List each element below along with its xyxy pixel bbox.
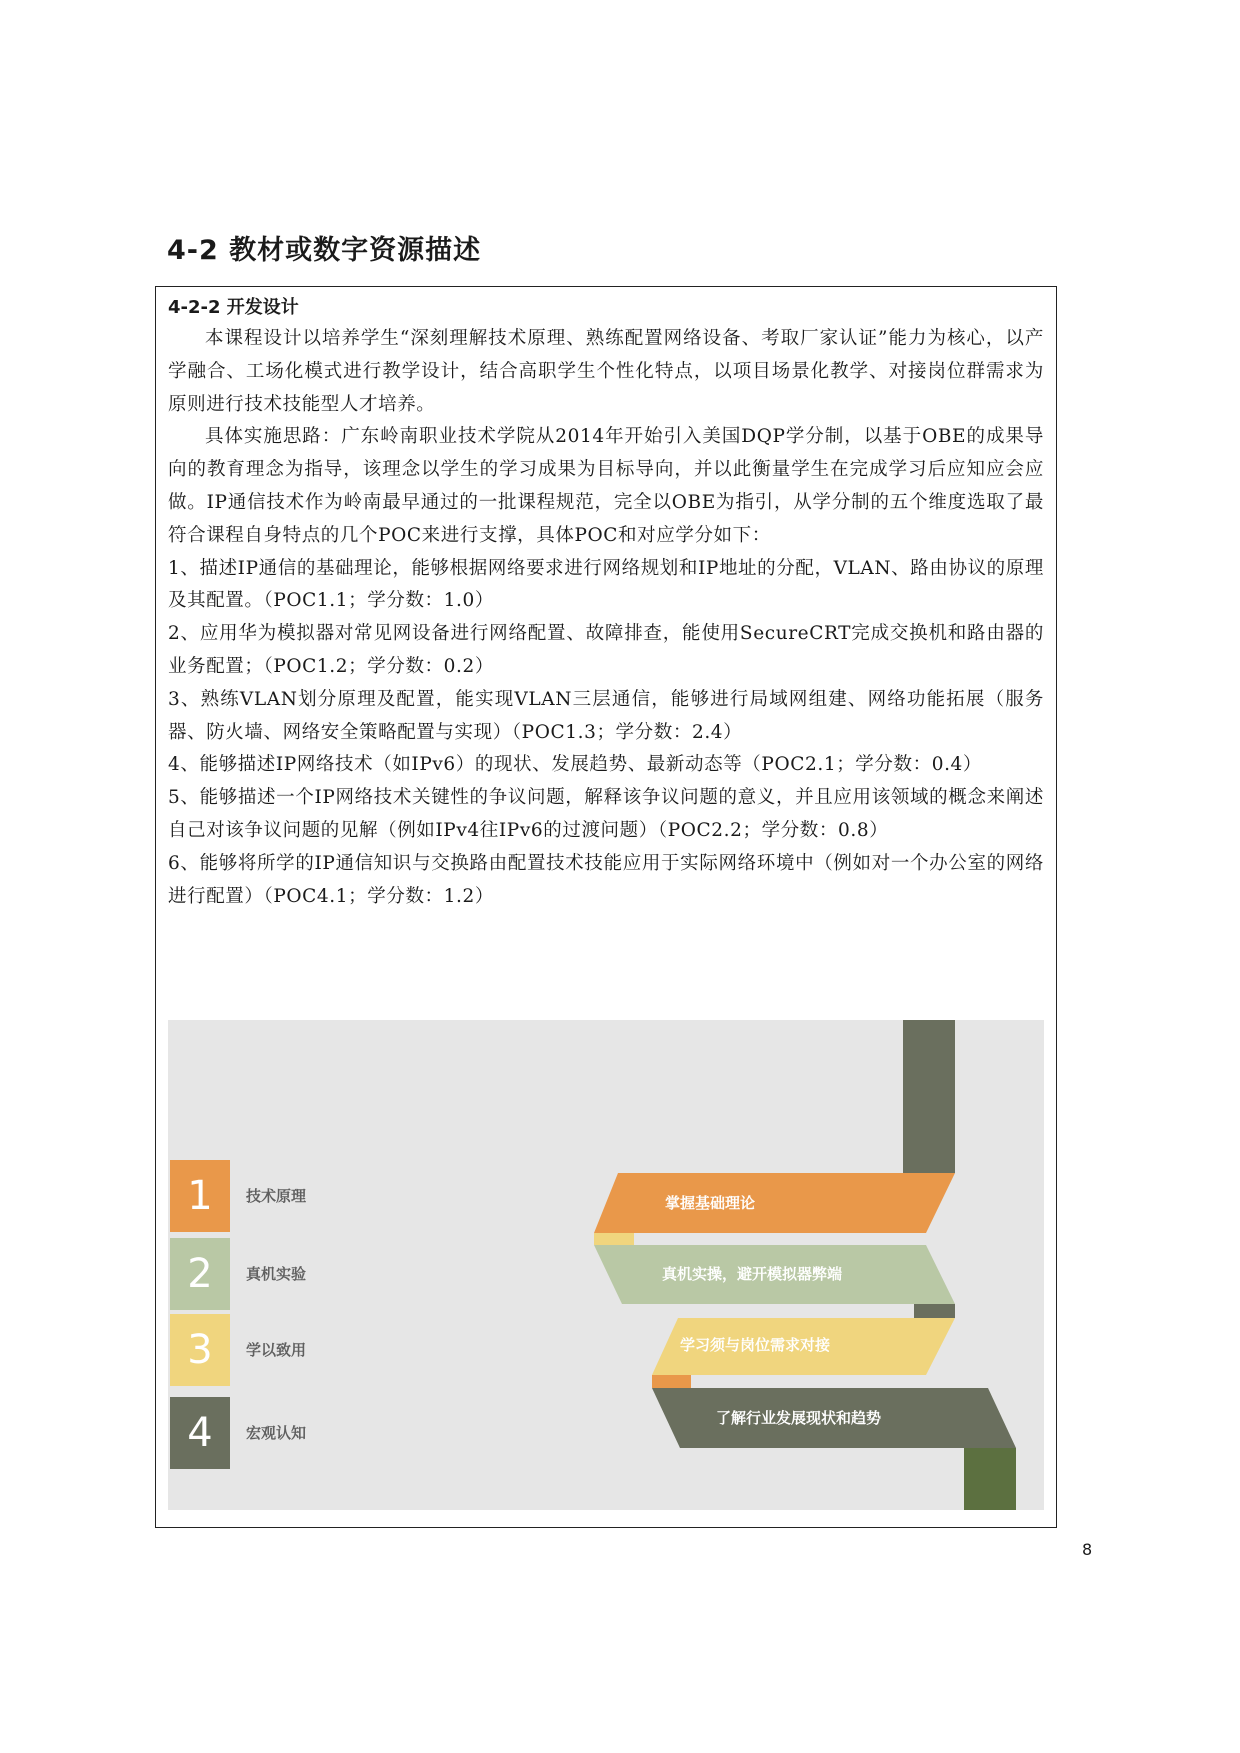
ribbon-band [594, 1173, 955, 1233]
subsection-title: 4-2-2 开发设计 [168, 297, 299, 318]
process-figure [168, 1020, 1044, 1510]
ribbon-top-bar [903, 1020, 955, 1173]
list-item: 5、能够描述一个IP网络技术关键性的争议问题，解释该争议问题的意义，并且应用该领域的概念来阐述自己对该争议问题的见解（例如IPv4往IPv6的过渡问题）（POC2.2；学分数：0.8） [168, 787, 1044, 841]
step-label: 真机实验 [246, 1265, 307, 1283]
ribbon-bottom-bar [964, 1448, 1016, 1510]
step-label: 技术原理 [246, 1187, 307, 1205]
ribbon-connector [594, 1233, 634, 1245]
body-text [168, 323, 1044, 913]
ribbon-label: 了解行业发展现状和趋势 [716, 1409, 882, 1427]
step-number-box: 3 [170, 1314, 230, 1386]
step-label: 学以致用 [246, 1341, 307, 1359]
ribbon-diagram [168, 1020, 1044, 1510]
step-label: 宏观认知 [246, 1424, 307, 1442]
step-number-box: 2 [170, 1238, 230, 1310]
content-box [155, 286, 1057, 1528]
ribbon-label: 真机实操，避开模拟器弊端 [662, 1265, 843, 1283]
list-item: 3、熟练VLAN划分原理及配置，能实现VLAN三层通信，能够进行局域网组建、网络功能拓展（服务器、防火墙、网络安全策略配置与实现）（POC1.3；学分数：2.4） [168, 688, 1044, 743]
step-number-box: 4 [170, 1397, 230, 1469]
list-item: 6、能够将所学的IP通信知识与交换路由配置技术技能应用于实际网络环境中（例如对一个办公室的网络进行配置）（POC4.1；学分数：1.2） [168, 852, 1044, 907]
ribbon-connector [914, 1304, 955, 1318]
paragraph: 具体实施思路：广东岭南职业技术学院从2014年开始引入美国DQP学分制，以基于OBE的成果导向的教育理念为指导，该理念以学生的学习成果为目标导向，并以此衡量学生在完成学习后应知应会应做。IP通信技术作为岭南最早通过的一批课程规范，完全以OBE为指引，从学分制的五个维度选取了最符合课程自身特点的几个POC来进行支撑，具体POC和对应学分如下： [168, 426, 1044, 546]
ribbon-label: 学习须与岗位需求对接 [680, 1336, 831, 1354]
step-number-box: 1 [170, 1160, 230, 1232]
section-title: 4-2 教材或数字资源描述 [167, 235, 482, 266]
list-item: 2、应用华为模拟器对常见网设备进行网络配置、故障排查，能使用SecureCRT完成交换机和路由器的业务配置；（POC1.2；学分数：0.2） [168, 623, 1044, 677]
list-item: 4、能够描述IP网络技术（如IPv6）的现状、发展趋势、最新动态等（POC2.1；学分数：0.4） [168, 754, 983, 776]
paragraph: 本课程设计以培养学生“深刻理解技术原理、熟练配置网络设备、考取厂家认证”能力为核心，以产学融合、工场化模式进行教学设计，结合高职学生个性化特点，以项目场景化教学、对接岗位群需求为原则进行技术技能型人才培养。 [168, 328, 1044, 415]
ribbon-connector [652, 1375, 691, 1388]
ribbon-label: 掌握基础理论 [665, 1194, 756, 1212]
page-number: 8 [1082, 1540, 1093, 1559]
list-item: 1、描述IP通信的基础理论，能够根据网络要求进行网络规划和IP地址的分配，VLAN、路由协议的原理及其配置。（POC1.1；学分数：1.0） [168, 557, 1044, 612]
